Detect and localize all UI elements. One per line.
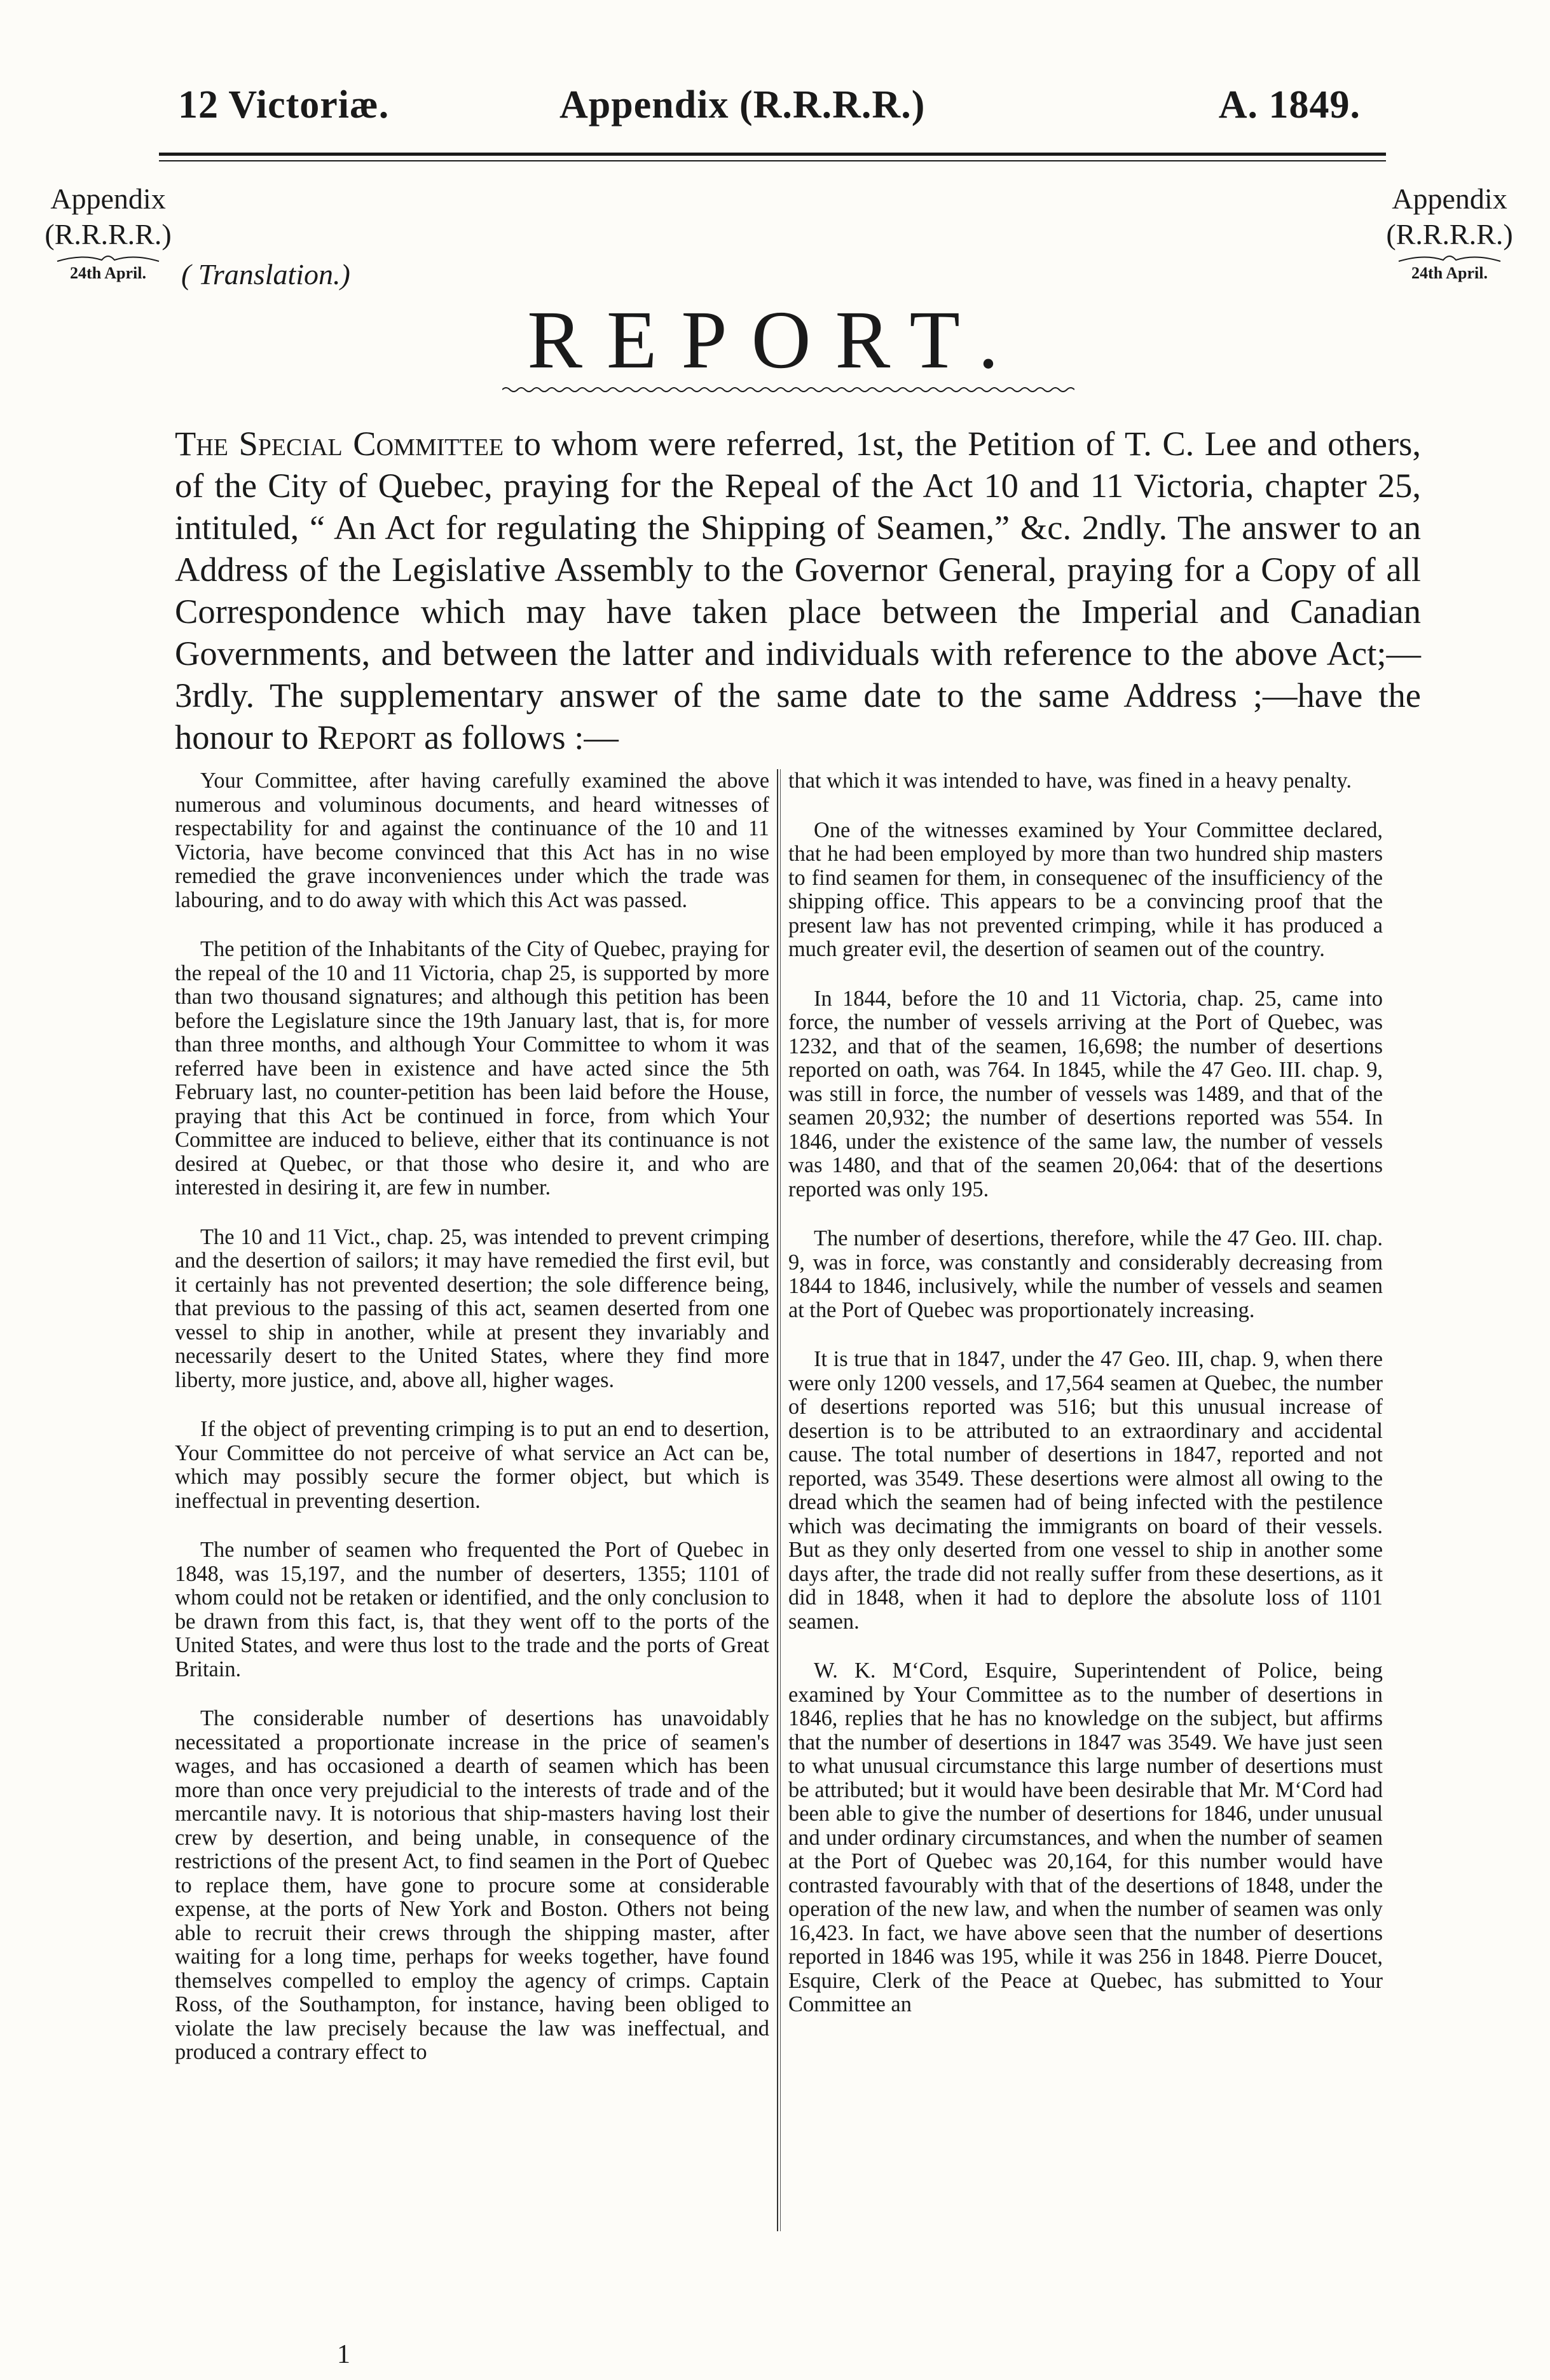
header-rule-thick [159, 153, 1386, 156]
paragraph: W. K. M‘Cord, Esquire, Superintendent of Police, being examined by Your Committee as to the number of desertions in 1846, replies that he has no knowledge on the subject, but affirms that the number of desertions in 1847 was 3549. We have just seen to what unusual circumstance this large number of desertions must be attributed; but it would have been desirable that Mr. M‘Cord had been able to give the number of desertions for 1846, under unusual and under ordinary circumstances, and when the number of seamen at the Port of Quebec was 20,164, for this number would have contrasted favourably with that of the desertions of 1848, under the operation of the new law, and when the number of seamen was only 16,423. In fact, we have above seen that the number of desertions reported in 1846 was 195, while it was 256 in 1848. Pierre Doucet, Esquire, Clerk of the Peace at Quebec, has submitted to Your Committee an [788, 1658, 1383, 2016]
right-column [788, 769, 1383, 2042]
page-number: 1 [337, 2340, 350, 2369]
paragraph: The number of seamen who frequented the Port of Quebec in 1848, was 15,197, and the number of deserters, 1355; 1101 of whom could not be retaken or identified, and the only conclusion to be drawn from this fact, is, that they went off to the ports of the United States, and were thus lost to the trade and the ports of Great Britain. [175, 1538, 769, 1681]
paragraph: In 1844, before the 10 and 11 Victoria, chap. 25, came into force, the number of vessels arriving at the Port of Quebec, was 1232, and that of the seamen, 16,698; the number of desertions reported on oath, was 764. In 1845, while the 47 Geo. III. chap. 9, was still in force, the number of vessels was 1489, and that of the seamen 20,932; the number of desertions reported was 554. In 1846, under the existence of the same law, the number of vessels was 1480, and that of the seamen 20,064: that of the desertions reported was only 195. [788, 986, 1383, 1201]
intro-lead: The Special Committee [175, 424, 504, 463]
margin-squiggle-icon [38, 252, 178, 264]
report-intro [175, 423, 1421, 758]
paragraph: The number of desertions, therefore, while the 47 Geo. III. chap. 9, was in force, was constantly and considerably decreasing from 1844 to 1846, inclusively, while the number of vessels and seamen at the Port of Quebec was proportionately increasing. [788, 1226, 1383, 1322]
paragraph: If the object of preventing crimping is to put an end to desertion, Your Committee do not perceive of what service an Act can be, which may possibly secure the former object, but which is ineffectual in preventing desertion. [175, 1417, 769, 1513]
header-year: A. 1849. [1218, 83, 1361, 127]
header-rule-thin [159, 160, 1386, 161]
column-divider-inner [780, 769, 781, 2231]
intro-report-word: Report [317, 718, 416, 756]
left-column [175, 769, 769, 2090]
margin-date: 24th April. [70, 264, 146, 282]
header-appendix: Appendix (R.R.R.R.) [559, 83, 926, 127]
margin-note-right [1380, 181, 1519, 283]
margin-code: (R.R.R.R.) [45, 218, 172, 250]
report-title: REPORT. [527, 294, 1023, 386]
column-divider [777, 769, 778, 2231]
paragraph: One of the witnesses examined by Your Committee declared, that he had been employed by more than two hundred ship masters to find seamen for them, in consequenec of the insufficiency of the shipping office. This appears to be a convincing proof that the present law has not prevented crimping, while it has produced a much greater evil, the desertion of seamen out of the country. [788, 817, 1383, 961]
header-session: 12 Victoriæ. [178, 83, 390, 127]
translation-note: ( Translation.) [181, 258, 350, 291]
margin-label: Appendix [1392, 182, 1507, 215]
paragraph: The considerable number of desertions has unavoidably necessitated a proportionate increase in the price of seamen's wages, and has occasioned a dearth of seamen which has been more than once very prejudicial to the interests of trade and of the mercantile navy. It is notorious that ship-masters having lost their crew by desertion, and being unable, in consequence of the restrictions of the present Act, to find seamen in the Port of Quebec to replace them, have gone to procure some at considerable expense, at the ports of New York and Boston. Others not being able to recruit their crews through the shipping master, after waiting for a long time, perhaps for weeks together, have found themselves compelled to employ the agency of crimps. Captain Ross, of the Southampton, for instance, having been obliged to violate the law precisely because the law was ineffectual, and produced a contrary effect to [175, 1706, 769, 2064]
intro-tail: as follows :— [415, 718, 619, 756]
margin-note-left [38, 181, 178, 283]
intro-body: to whom were referred, 1st, the Petition of T. C. Lee and others, of the City of Quebec, praying for the Repeal of the Act 10 and 11 Victoria, chapter 25, intituled, “ An Act for regulating the Shipping of Seamen,” &c. 2ndly. The answer to an Address of the Legislative Assembly to the Governor General, praying for a Copy of all Correspondence which may have taken place between the Imperial and Canadian Governments, and between the latter and individuals with reference to the above Act;—3rdly. The supplementary answer of the same date to the same Address ;—have the honour to [175, 424, 1421, 756]
margin-code: (R.R.R.R.) [1386, 218, 1513, 250]
paragraph: that which it was intended to have, was fined in a heavy penalty. [788, 769, 1352, 793]
paragraph: The petition of the Inhabitants of the City of Quebec, praying for the repeal of the 10 and 11 Victoria, chap 25, is supported by more than two thousand signatures; and although this petition has been before the Legislature since the 19th January last, that is, for more than three months, and although Your Committee to whom it was referred have been in existence and have acted since the 5th February last, no counter-petition has been laid before the House, praying that this Act be continued in force, from which Your Committee are induced to believe, either that its continuance is not desired at Quebec, or that those who desire it, and who are interested in desiring it, are few in number. [175, 937, 769, 1200]
title-wavy-rule [502, 385, 1074, 395]
margin-squiggle-icon [1380, 252, 1519, 264]
paragraph: It is true that in 1847, under the 47 Geo. III, chap. 9, when there were only 1200 vessels, and 17,564 seamen at Quebec, the number of desertions reported was 516; but this unusual increase of desertion is to be attributed to an extraordinary and accidental cause. The total number of desertions in 1847, reported and not reported, was 3549. These desertions were almost all owing to the dread which the seamen had of being infected with the pestilence which was decimating the immigrants on board of their vessels. But as they only deserted from one vessel to ship in another some days after, the trade did not really suffer from these desertions, as it did in 1848, when it had to deplore the absolute loss of 1101 seamen. [788, 1347, 1383, 1634]
margin-date: 24th April. [1411, 264, 1488, 282]
margin-label: Appendix [50, 182, 166, 215]
running-header [159, 83, 1386, 133]
paragraph: Your Committee, after having carefully examined the above numerous and voluminous documents, and heard witnesses of respectability for and against the continuance of the 10 and 11 Victoria, have become convinced that this Act has in no wise remedied the grave inconveniences under which the trade was labouring, and to do away with which this Act was passed. [175, 769, 769, 912]
paragraph: The 10 and 11 Vict., chap. 25, was intended to prevent crimping and the desertion of sailors; it may have remedied the first evil, but it certainly has not prevented desertion; the sole difference being, that previous to the passing of this act, seamen deserted from one vessel to ship in another, while at present they invariably and necessarily desert to the United States, where they find more liberty, more justice, and, above all, higher wages. [175, 1224, 769, 1392]
